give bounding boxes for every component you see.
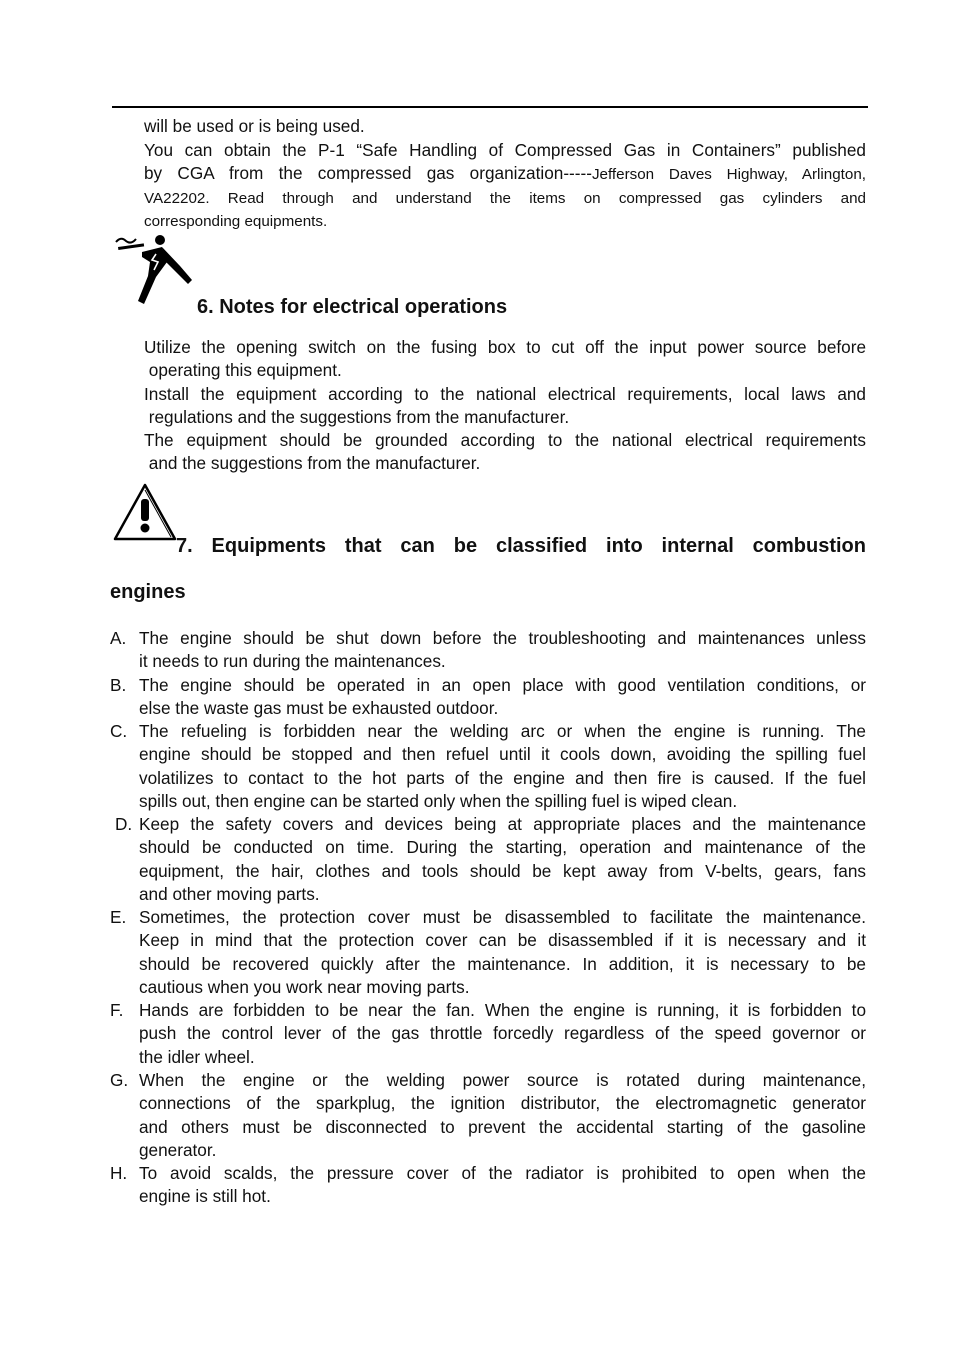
list-item-line: spills out, then engine can be started only when the spilling fuel is wiped clean. [139,790,738,811]
list-item-line: should be recovered quickly after the maintenance. In addition, it is necessary to be [139,953,866,974]
list-item-line: else the waste gas must be exhausted outdoor. [139,698,499,719]
list-item-line: Sometimes, the protection cover must be disassembled to facilitate the maintenance. [139,907,866,927]
section-6-line: Install the equipment according to the national electrical requirements, local laws and [144,383,866,404]
section-7-heading-line-2: engines [110,581,186,603]
list-item [108,1162,866,1209]
list-item-line: engine is still hot. [139,1186,271,1207]
cga-line-3: VA22202. Read through and understand the items on compressed gas cylinders and [144,189,866,207]
list-item [108,813,866,907]
list-item-line: engine should be stopped and then refuel until it cools down, avoiding the spilling fuel [139,744,866,765]
list-item [108,906,866,1000]
cga-line-1: You can obtain the P-1 “Safe Handling of Compressed Gas in Containers” published [144,140,866,160]
cga-line-2 [144,162,866,186]
section-6-line: operating this equipment. [144,360,342,381]
list-item-line: and other moving parts. [139,883,320,904]
list-marker: F. [110,1000,124,1020]
list-item [108,1069,866,1163]
list-item-line: Keep in mind that the protection cover can be disassembled if it is necessary and it [139,930,866,951]
list-item-line: connections of the sparkplug, the ignition distributor, the electromagnetic generator [139,1093,866,1114]
list-marker: C. [110,721,128,741]
list-item-line: The refueling is forbidden near the welding arc or when the engine is running. The [139,721,866,741]
list-item [108,720,866,814]
top-rule [112,106,868,108]
electric-shock-icon [112,232,198,316]
list-item-line: and others must be disconnected to prevent the accidental starting of the gasoline [139,1116,866,1137]
list-item-line: volatilizes to contact to the hot parts of the engine and then fire is caused. If the fuel [139,767,866,788]
cga-address: Jefferson Daves Highway, Arlington, [591,166,866,184]
list-item-line: To avoid scalds, the pressure cover of the radiator is prohibited to open when the [139,1163,866,1183]
list-item-line: the idler wheel. [139,1046,255,1067]
cga-paragraph [144,139,866,233]
section-7-heading-line-1: 7. Equipments that can be classified into internal combustion [176,535,866,557]
list-marker: D. [115,814,133,834]
list-item-line: The engine should be shut down before the troubleshooting and maintenances unless [139,628,866,648]
list-item-text [139,999,866,1069]
warning-triangle-icon [112,482,178,544]
section-6-line: The equipment should be grounded according to the national electrical requirements [144,430,866,451]
list-item-line: When the engine or the welding power source is rotated during maintenance, [139,1070,866,1090]
section-6-paragraph [144,336,866,476]
list-item-text [139,813,866,906]
list-item-line: Keep the safety covers and devices being at appropriate places and the maintenance [139,814,866,834]
list-item [108,674,866,721]
list-item [108,999,866,1070]
list-item-line: should be conducted on time. During the starting, operation and maintenance of the [139,837,866,858]
intro-line: will be used or is being used. [144,116,365,136]
list-item [108,627,866,674]
list-item-line: generator. [139,1139,217,1160]
list-item-text [139,1162,866,1209]
section-6-line: and the suggestions from the manufacturer. [144,453,481,474]
list-item-line: equipment, the hair, clothes and tools should be kept away from V-belts, gears, fans [139,860,866,881]
list-item-text [139,906,866,999]
list-item-line: cautious when you work near moving parts. [139,976,470,997]
list-item-line: push the control lever of the gas throttle forcedly regardless of the speed governor or [139,1023,866,1044]
section-6-line: Utilize the opening switch on the fusing box to cut off the input power source before [144,337,866,357]
list-item-text [139,627,866,674]
list-marker: G. [110,1070,129,1090]
list-marker: H. [110,1163,128,1183]
list-item-line: Hands are forbidden to be near the fan. When the engine is running, it is forbidden to [139,1000,866,1020]
list-item-text [139,1069,866,1162]
list-item-line: The engine should be operated in an open place with good ventilation conditions, or [139,675,866,695]
list-item-line: it needs to run during the maintenances. [139,651,446,672]
list-item-text [139,720,866,813]
section-6-line: regulations and the suggestions from the manufacturer. [144,406,570,427]
section-6-heading: 6. Notes for electrical operations [197,296,508,318]
list-marker: E. [110,907,127,927]
list-marker: B. [110,675,127,695]
cga-line-4: corresponding equipments. [144,212,328,230]
list-item-text [139,674,866,721]
cga-line-2a: by CGA from the compressed gas organization----- [144,163,592,184]
list-marker: A. [110,628,127,648]
